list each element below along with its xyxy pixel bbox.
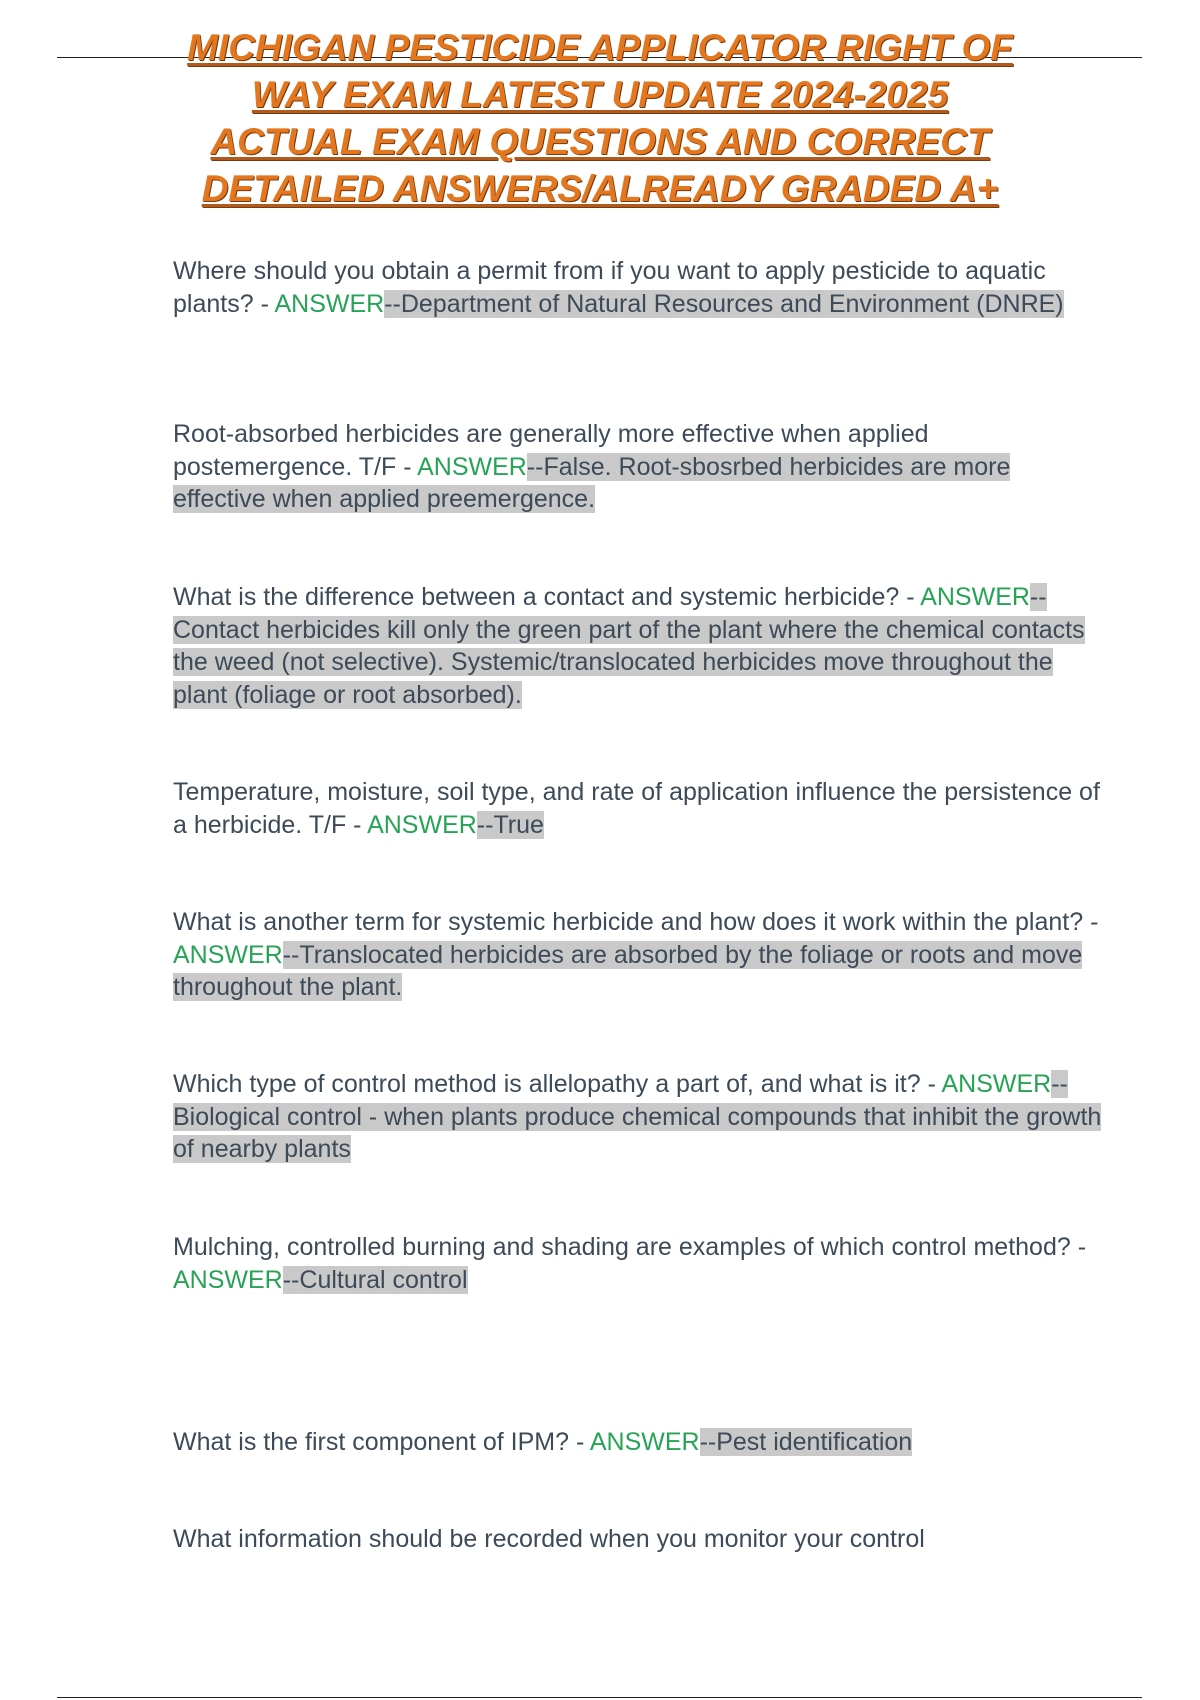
title-line: DETAILED ANSWERS/ALREADY GRADED A+: [201, 168, 999, 209]
answer-label: ANSWER: [417, 452, 527, 481]
answer-label: ANSWER: [173, 1265, 283, 1294]
separator: -: [1070, 1233, 1087, 1261]
title-line: WAY EXAM LATEST UPDATE 2024-2025: [251, 74, 949, 115]
qa-item: [173, 776, 1103, 841]
qa-item: [173, 1523, 1103, 1556]
separator: -: [920, 1070, 942, 1098]
question-text: Temperature, moisture, soil type, and rate of application influence the persistence of a herbicide. T/F: [173, 778, 1100, 839]
separator: -: [1083, 908, 1099, 936]
answer-text: --Pest identification: [699, 1428, 913, 1456]
question-text: What is another term for systemic herbicide and how does it work within the plant?: [173, 908, 1084, 936]
question-text: Where should you obtain a permit from if you want to apply pesticide to aquatic plants?: [173, 257, 1046, 318]
question-text: Which type of control method is allelopathy a part of, and what is it?: [173, 1070, 921, 1098]
title-line: MICHIGAN PESTICIDE APPLICATOR RIGHT OF: [187, 27, 1013, 68]
answer-text: --Cultural control: [282, 1265, 468, 1294]
bottom-rule: [57, 1697, 1142, 1698]
answer-text: --Department of Natural Resources and Environment (DNRE): [384, 289, 1064, 318]
answer-text: --False. Root-sbosrbed herbicides are more effective when applied preemergence.: [173, 452, 1011, 513]
document-title: [100, 24, 1100, 212]
question-text: What information should be recorded when you monitor your control: [173, 1525, 925, 1553]
question-text: What is the difference between a contact and systemic herbicide?: [173, 583, 900, 611]
qa-item: [173, 581, 1103, 711]
separator: -: [253, 289, 275, 318]
qa-item: [173, 418, 1103, 516]
answer-text: --Translocated herbicides are absorbed by the foliage or roots and move throughout the plant.: [173, 940, 1083, 1001]
qa-item: [173, 1426, 1103, 1459]
qa-item: [173, 906, 1103, 1004]
title-line: ACTUAL EXAM QUESTIONS AND CORRECT: [210, 121, 990, 162]
qa-item: [173, 1231, 1103, 1296]
qa-item: [173, 255, 1103, 320]
answer-text: --Contact herbicides kill only the green part of the plant where the chemical contacts the weed (not selective). Systemic/translocated herbicides move throughout the plant (foliage or root absorbed).: [173, 583, 1085, 709]
question-text: Root-absorbed herbicides are generally more effective when applied postemergence. T/F: [173, 420, 929, 481]
question-text: What is the first component of IPM?: [173, 1428, 569, 1456]
answer-label: ANSWER: [367, 810, 477, 839]
answer-text: --True: [476, 810, 544, 839]
qa-item: [173, 1068, 1103, 1166]
separator: -: [396, 452, 418, 481]
answer-label: ANSWER: [173, 940, 283, 969]
answer-label: ANSWER: [274, 289, 385, 318]
answer-text: --Biological control - when plants produce chemical compounds that inhibit the growth of nearby plants: [173, 1070, 1102, 1163]
separator: -: [569, 1428, 590, 1456]
separator: -: [899, 583, 921, 611]
answer-label: ANSWER: [941, 1070, 1052, 1098]
answer-label: ANSWER: [589, 1428, 700, 1456]
question-text: Mulching, controlled burning and shading are examples of which control method?: [173, 1233, 1071, 1261]
answer-label: ANSWER: [920, 583, 1030, 611]
separator: -: [346, 810, 368, 839]
